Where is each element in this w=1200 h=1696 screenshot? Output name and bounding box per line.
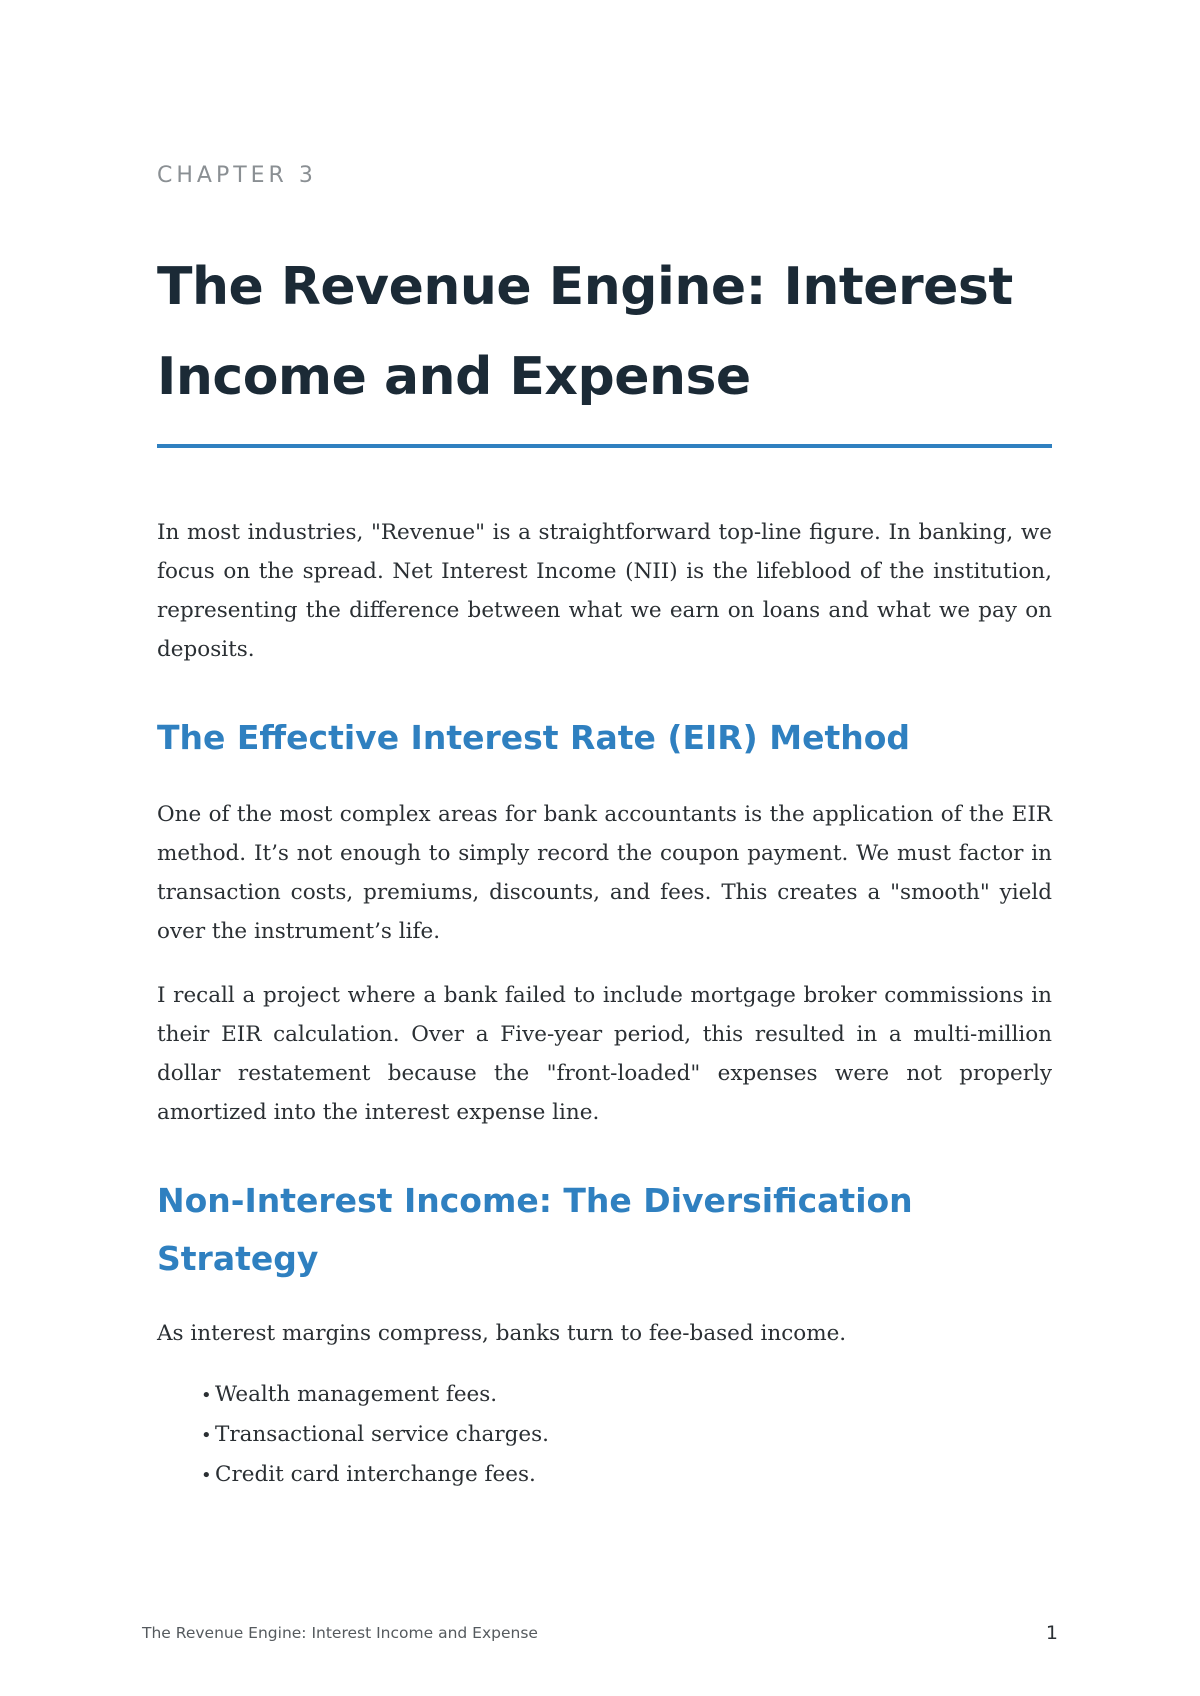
page-content (157, 158, 1052, 1495)
bullet-icon: • (201, 1465, 212, 1486)
intro-paragraph: In most industries, "Revenue" is a straightforward top-line figure. In banking, we focus on the spread. Net Interest Income (NII) is the lifeblood of the institution, representing the difference between what we earn on loans and what we pay on deposits. (157, 520, 1052, 662)
list-item (201, 1375, 1052, 1415)
bullet-icon: • (201, 1425, 212, 1446)
section-heading-non-interest: Non-Interest Income: The Diversification Strategy (157, 1181, 913, 1278)
eir-paragraph-1: One of the most complex areas for bank accountants is the application of the EIR method. It’s not enough to simply record the coupon payment. We must factor in transaction costs, premiums, discounts, and fees. This creates a "smooth" yield over the instrument’s life. (157, 802, 1052, 944)
bullet-icon: • (201, 1385, 212, 1406)
list-item-text: Wealth management fees. (215, 1382, 498, 1407)
non-interest-paragraph: As interest margins compress, banks turn to fee-based income. (157, 1321, 847, 1346)
page-footer (142, 1618, 1058, 1648)
section-heading-eir: The Effective Interest Rate (EIR) Method (157, 718, 911, 757)
list-item (201, 1455, 1052, 1495)
list-item-text: Transactional service charges. (215, 1422, 550, 1447)
page-number: 1 (1045, 1622, 1058, 1644)
chapter-label: CHAPTER 3 (157, 163, 317, 188)
chapter-title: The Revenue Engine: Interest Income and Expense (157, 257, 1013, 407)
list-item (201, 1415, 1052, 1455)
list-item-text: Credit card interchange fees. (215, 1462, 536, 1487)
fee-income-list (157, 1375, 1052, 1495)
eir-paragraph-2: I recall a project where a bank failed to include mortgage broker commissions in their EIR calculation. Over a Five-year period, this resulted in a multi-million dollar restatement because the "front-loaded" expenses were not properly amortized into the interest expense line. (157, 983, 1052, 1125)
title-divider (157, 444, 1052, 448)
footer-running-title: The Revenue Engine: Interest Income and Expense (142, 1624, 538, 1642)
